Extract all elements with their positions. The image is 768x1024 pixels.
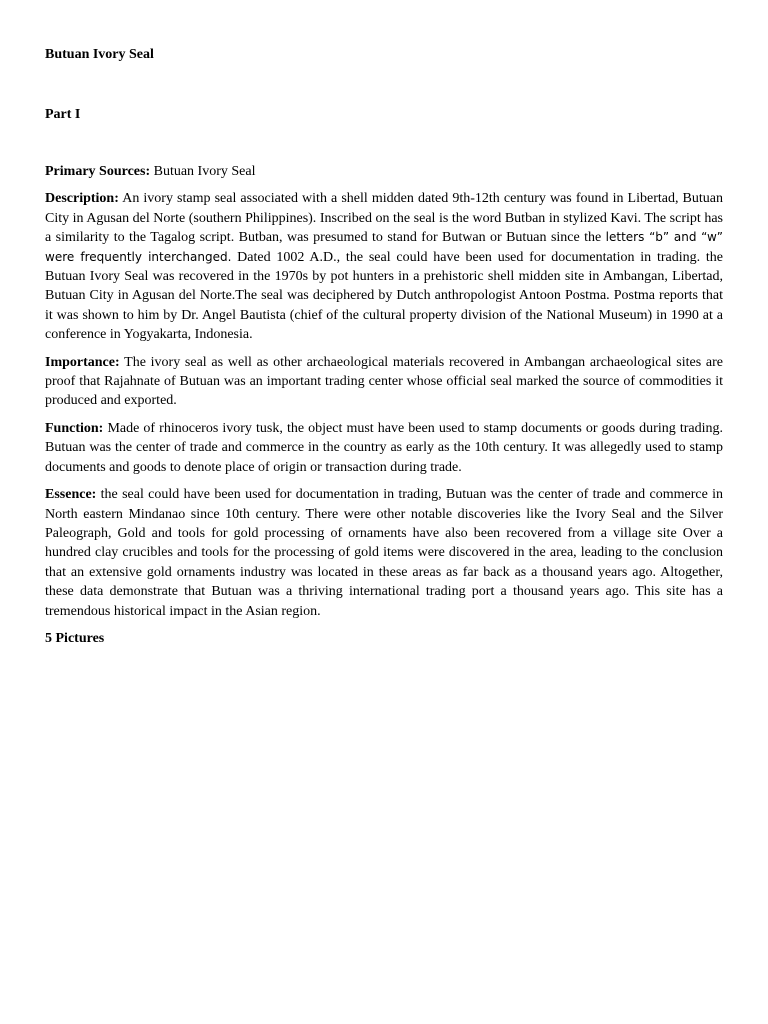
- primary-sources-label: Primary Sources:: [45, 164, 151, 179]
- function-text: Made of rhinoceros ivory tusk, the object must have been used to stamp documents or goods during trading. Butuan was the center of trade and commerce in the country as early as the 10th century. It was allegedly used to stamp documents and goods to denote place of origin or transaction during trade.: [45, 420, 723, 475]
- essence-paragraph: [45, 485, 723, 621]
- function-label: Function:: [45, 420, 104, 436]
- importance-paragraph: [45, 353, 723, 411]
- part-heading: Part I: [45, 107, 81, 122]
- description-text-after: Dated 1002 A.D., the seal could have been used for documentation in trading. the Butuan Ivory Seal was recovered in the 1970s by pot hunters in a prehistoric shell midden site in Ambangan, Libertad, Butuan City in Agusan del Norte.The seal was deciphered by Dutch anthropologist Antoon Postma. Postma reports that it was shown to him by Dr. Angel Bautista (chief of the cultural property division of the National Museum) in 1990 at a conference in Yogyakarta, Indonesia.: [45, 249, 723, 343]
- description-text-sans: letters “b” and “w” were frequently interchanged.: [45, 230, 723, 264]
- function-paragraph: [45, 419, 723, 477]
- essence-text: the seal could have been used for documentation in trading, Butuan was the center of trade and commerce in North eastern Mindanao since 10th century. There were other notable discoveries like the Ivory Seal and the Silver Paleograph, Gold and tools for gold processing of ornaments have also been recovered from a village site Over a hundred clay crucibles and tools for the processing of gold items were discovered in the area, leading to the conclusion that an extensive gold ornaments industry was located in these areas as far back as a thousand years ago. Altogether, these data demonstrate that Butuan was a thriving international trading port a thousand years ago. This site has a tremendous historical impact in the Asian region.: [45, 487, 723, 619]
- description-text-before: An ivory stamp seal associated with a shell midden dated 9th-12th century was found in Libertad, Butuan City in Agusan del Norte (southern Philippines). Inscribed on the seal is the word Butban in stylized Kavi. The script has a similarity to the Tagalog script. Butban, was presumed to stand for Butwan or Butuan since the: [45, 191, 723, 246]
- importance-label: Importance:: [45, 354, 120, 370]
- description-paragraph: [45, 189, 723, 344]
- document-title: Butuan Ivory Seal: [45, 47, 154, 62]
- pictures-heading: 5 Pictures: [45, 630, 105, 646]
- document-page: [45, 45, 723, 649]
- primary-sources-text: Butuan Ivory Seal: [150, 164, 256, 179]
- importance-text: The ivory seal as well as other archaeological materials recovered in Ambangan archaeological sites are proof that Rajahnate of Butuan was an important trading center whose official seal marked the source of commodities it produced and exported.: [45, 354, 723, 409]
- essence-label: Essence:: [45, 487, 97, 503]
- primary-sources-paragraph: [45, 162, 723, 181]
- description-label: Description:: [45, 191, 119, 207]
